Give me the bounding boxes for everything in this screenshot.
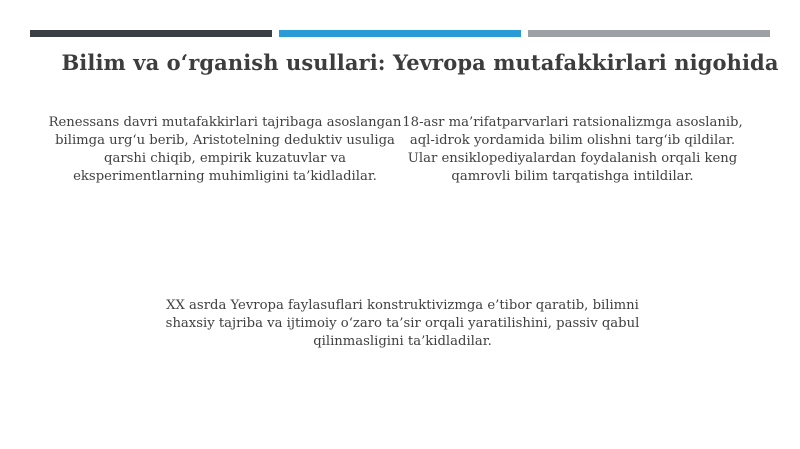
slide-title: Bilim va o‘rganish usullari: Yevropa mutafakkirlari nigohida xyxy=(61,50,779,75)
accent-bar-blue xyxy=(279,30,521,37)
paragraph-enlightenment: 18-asr ma’rifatparvarlari ratsionalizmga asoslanib, aql-idrok yordamida bilim olishni targ‘ib qildilar. Ular ensiklopediyalardan foydalanish orqali keng qamrovli bilim tarqatishga intildilar. xyxy=(402,115,743,184)
accent-bar-gray xyxy=(528,30,770,37)
paragraph-20th-century: XX asrda Yevropa faylasuflari konstruktivizmga e’tibor qaratib, bilimni shaxsiy tajriba va ijtimoiy o‘zaro ta’sir orqali yaratilishini, passiv qabul qilinmasligini ta’kidladilar. xyxy=(165,298,640,349)
accent-bar-dark xyxy=(30,30,272,37)
paragraph-renaissance: Renessans davri mutafakkirlari tajribaga asoslangan bilimga urg‘u berib, Aristotelning deduktiv usuliga qarshi chiqib, empirik kuzatuvlar va eksperimentlarning muhimligini ta’kidladilar. xyxy=(48,115,402,184)
